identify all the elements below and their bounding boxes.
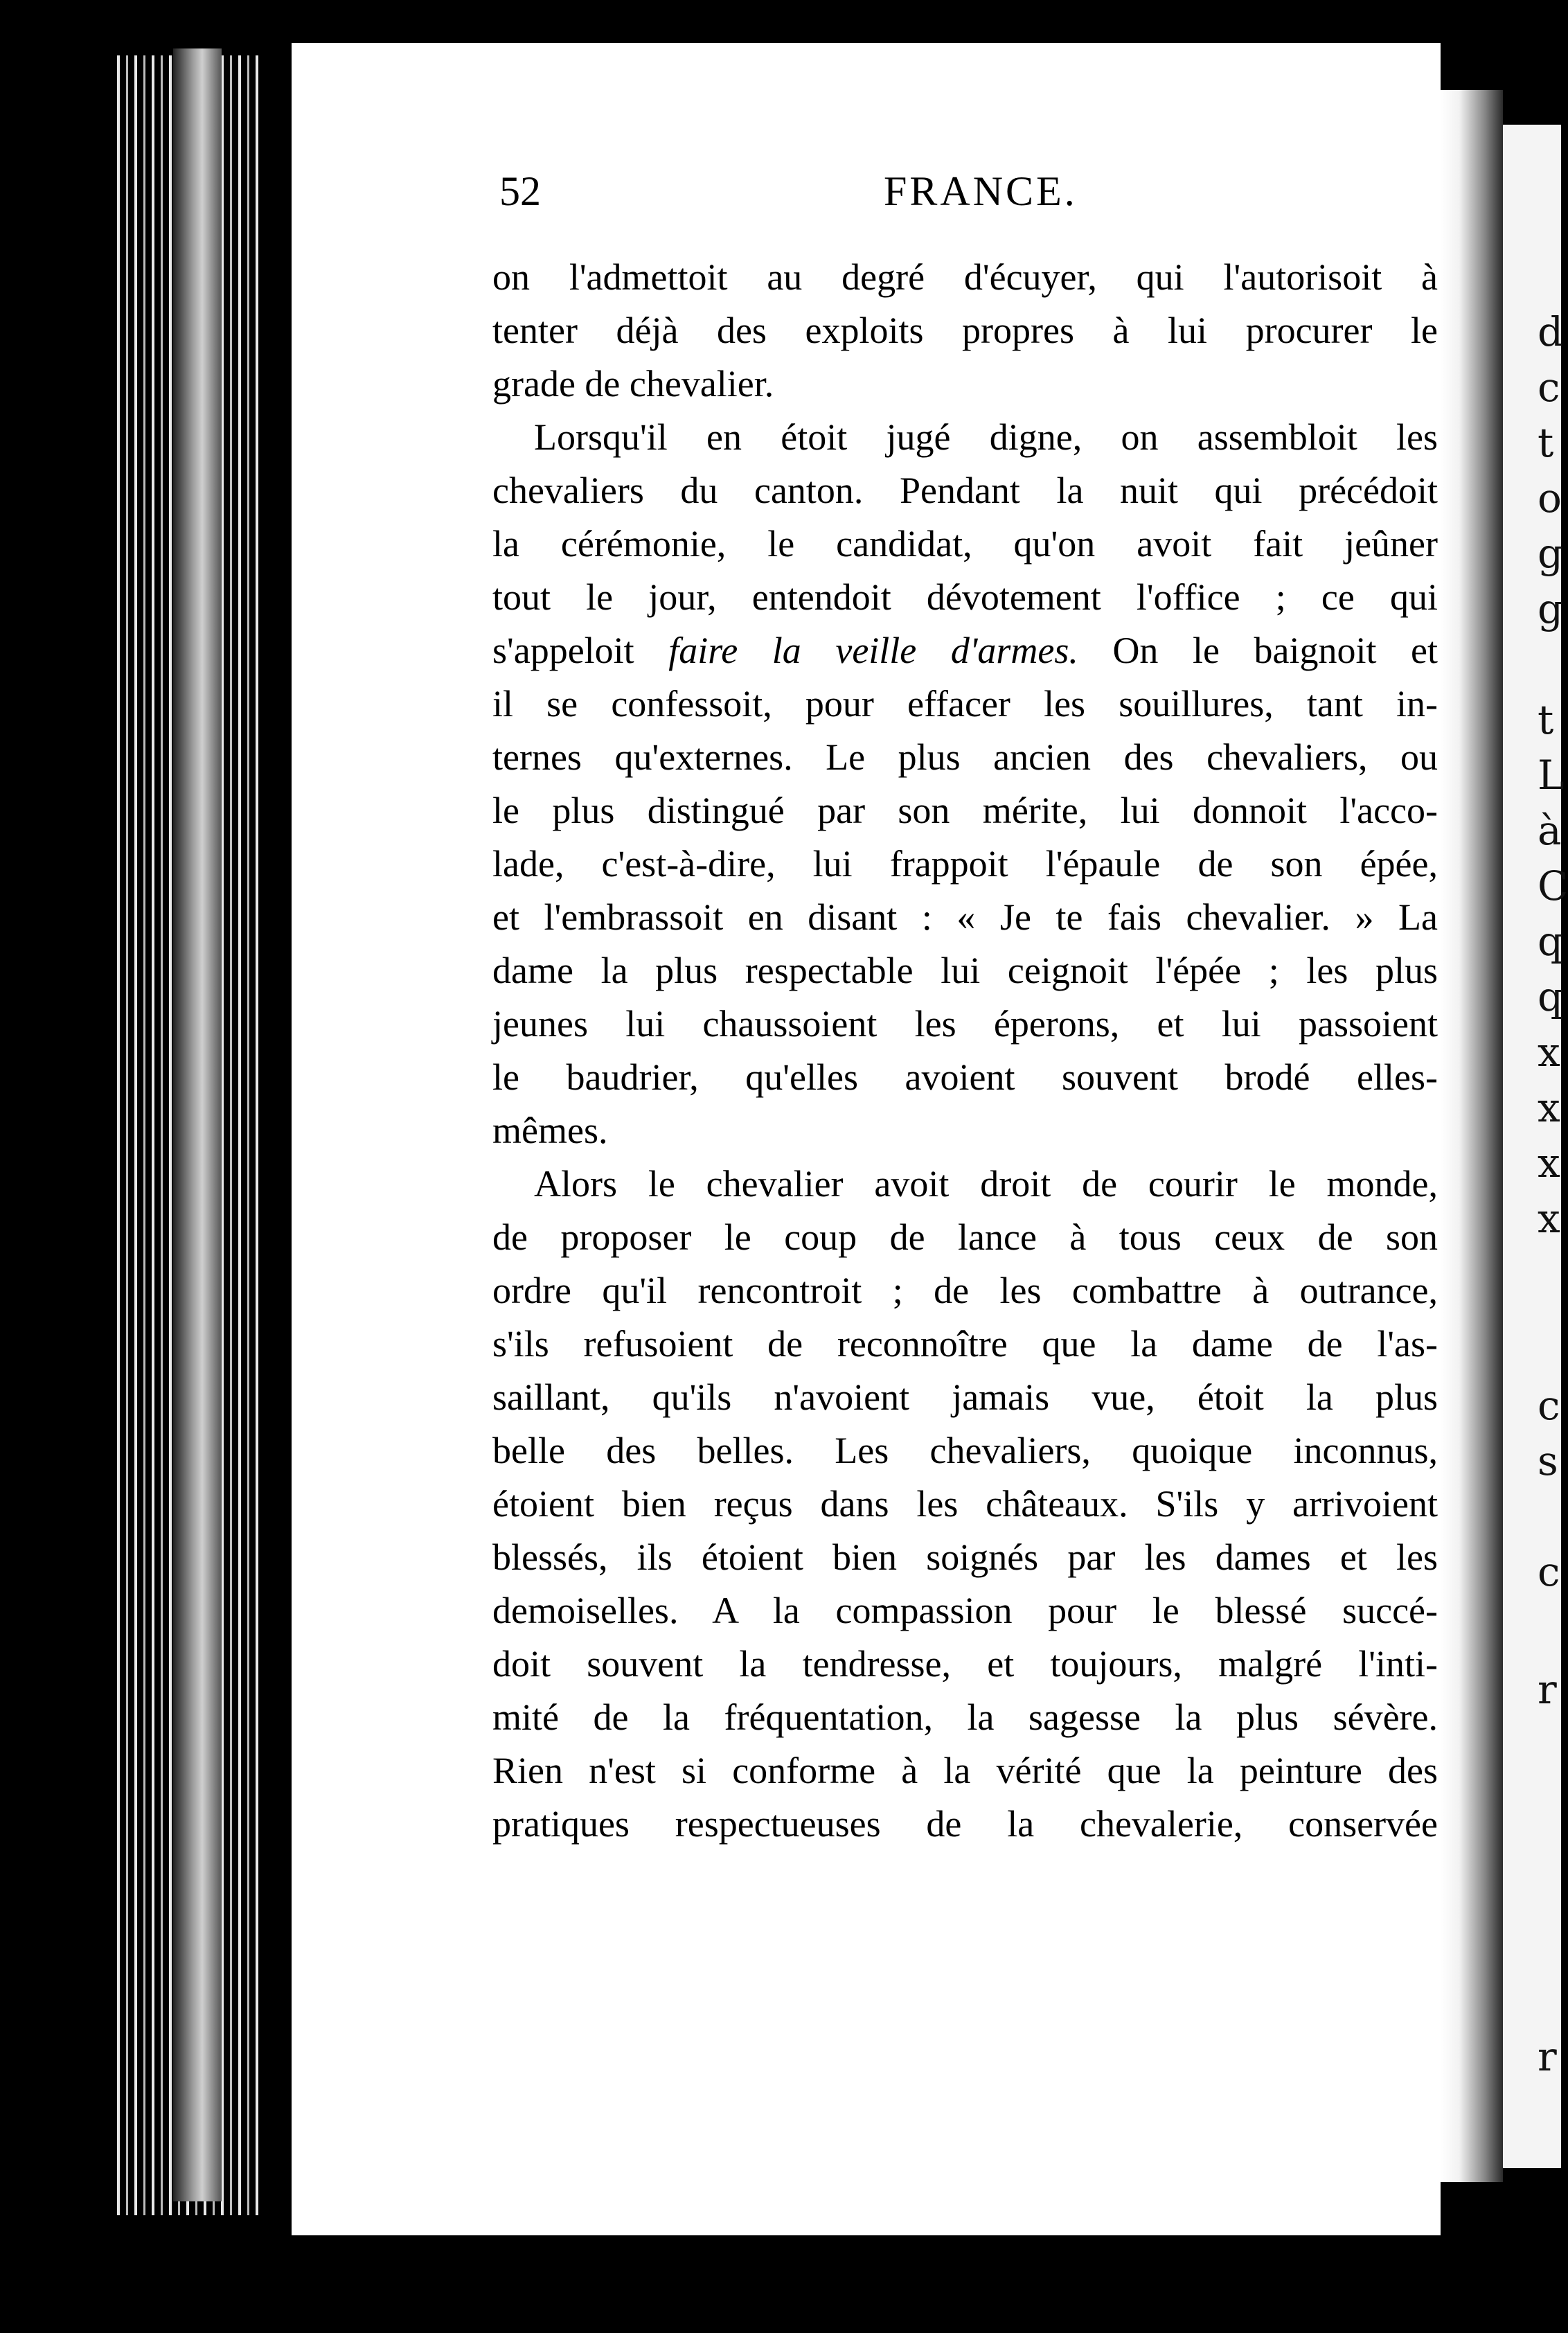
next-page-glyph: L: [1538, 752, 1565, 799]
next-page-glyph: x: [1538, 1084, 1560, 1131]
text-line: mité de la fréquentation, la sagesse la plus sévère.: [492, 1696, 1438, 1738]
book-page: [287, 43, 1441, 2235]
text-line: blessés, ils étoient bien soignés par les dames et les: [492, 1536, 1438, 1578]
text-line: lade, c'est-à-dire, lui frappoit l'épaule de son épée,: [492, 843, 1438, 885]
text-line: mêmes.: [492, 1110, 608, 1151]
text-line: saillant, qu'ils n'avoient jamais vue, étoit la plus: [492, 1376, 1438, 1418]
text-line: Lorsqu'il en étoit jugé digne, on assembloit les: [534, 416, 1438, 458]
next-page-glyph: x: [1538, 1139, 1560, 1187]
text-line: ordre qu'il rencontroit ; de les combattre à outrance,: [492, 1270, 1438, 1311]
next-page-glyph: g: [1538, 585, 1564, 632]
next-page-glyph: q: [1538, 973, 1564, 1020]
text-fragment: On le baignoit et: [1112, 630, 1438, 671]
text-line: la cérémonie, le candidat, qu'on avoit fait jeûner: [492, 523, 1438, 565]
text-line: on l'admettoit au degré d'écuyer, qui l'autorisoit à: [492, 256, 1438, 298]
text-line: le plus distingué par son mérite, lui donnoit l'acco-: [492, 790, 1438, 831]
next-page-glyph: r: [1538, 1666, 1557, 1713]
running-head: FRANCE.: [884, 168, 1078, 214]
next-page-glyph: d: [1538, 308, 1564, 355]
next-page-glyph: t: [1538, 696, 1554, 743]
text-line: demoiselles. A la compassion pour le blessé succé-: [492, 1590, 1438, 1631]
text-line: étoient bien reçus dans les châteaux. S'ils y arrivoient: [492, 1483, 1438, 1525]
text-line: de proposer le coup de lance à tous ceux de son: [492, 1216, 1438, 1258]
next-page-glyph: o: [1538, 474, 1562, 522]
next-page-glyph: r: [1538, 2033, 1557, 2080]
italic-phrase: faire la veille d'armes.: [668, 630, 1078, 671]
text-fragment: s'appeloit: [492, 630, 634, 671]
text-line: ternes qu'externes. Le plus ancien des chevaliers, ou: [492, 736, 1438, 778]
next-page-glyph: g: [1538, 530, 1564, 577]
text-line: Rien n'est si conforme à la vérité que la peinture des: [492, 1750, 1438, 1791]
text-line: chevaliers du canton. Pendant la nuit qui précédoit: [492, 470, 1438, 511]
text-line: belle des belles. Les chevaliers, quoique inconnus,: [492, 1430, 1438, 1471]
right-page-edge: [1441, 90, 1503, 2182]
next-page-glyph: t: [1538, 419, 1554, 466]
text-line: grade de chevalier.: [492, 363, 774, 405]
next-page-glyph: q: [1538, 918, 1564, 965]
next-page-glyph: c: [1538, 364, 1560, 411]
next-page-glyph: s: [1538, 1437, 1558, 1484]
next-page-glyph: x: [1538, 1029, 1560, 1076]
text-line: dame la plus respectable lui ceignoit l'épée ; les plus: [492, 950, 1438, 991]
text-line: et l'embrassoit en disant : « Je te fais chevalier. » La: [492, 896, 1438, 938]
binding-shadow: [173, 48, 222, 2201]
next-page-glyph: C: [1538, 862, 1568, 910]
next-page-glyph: à: [1538, 807, 1562, 854]
text-line: s'ils refusoient de reconnoître que la dame de l'as-: [492, 1323, 1438, 1365]
next-page-glyph: c: [1538, 1382, 1560, 1429]
body-text: [492, 251, 1438, 1851]
text-line: le baudrier, qu'elles avoient souvent brodé elles-: [492, 1056, 1438, 1098]
text-line: tenter déjà des exploits propres à lui procurer le: [492, 310, 1438, 351]
text-line: doit souvent la tendresse, et toujours, malgré l'inti-: [492, 1643, 1438, 1685]
next-page-glyph: x: [1538, 1195, 1560, 1242]
next-page-glyph: c: [1538, 1548, 1560, 1595]
text-line: [492, 624, 1438, 677]
text-line: jeunes lui chaussoient les éperons, et lui passoient: [492, 1003, 1438, 1045]
next-page-fragment: [1503, 125, 1568, 2168]
text-line: pratiques respectueuses de la chevalerie, conservée: [492, 1803, 1438, 1845]
page-number: 52: [499, 168, 541, 214]
text-line: il se confessoit, pour effacer les souillures, tant in-: [492, 683, 1438, 725]
text-line: Alors le chevalier avoit droit de courir le monde,: [534, 1163, 1438, 1205]
text-line: tout le jour, entendoit dévotement l'office ; ce qui: [492, 576, 1438, 618]
